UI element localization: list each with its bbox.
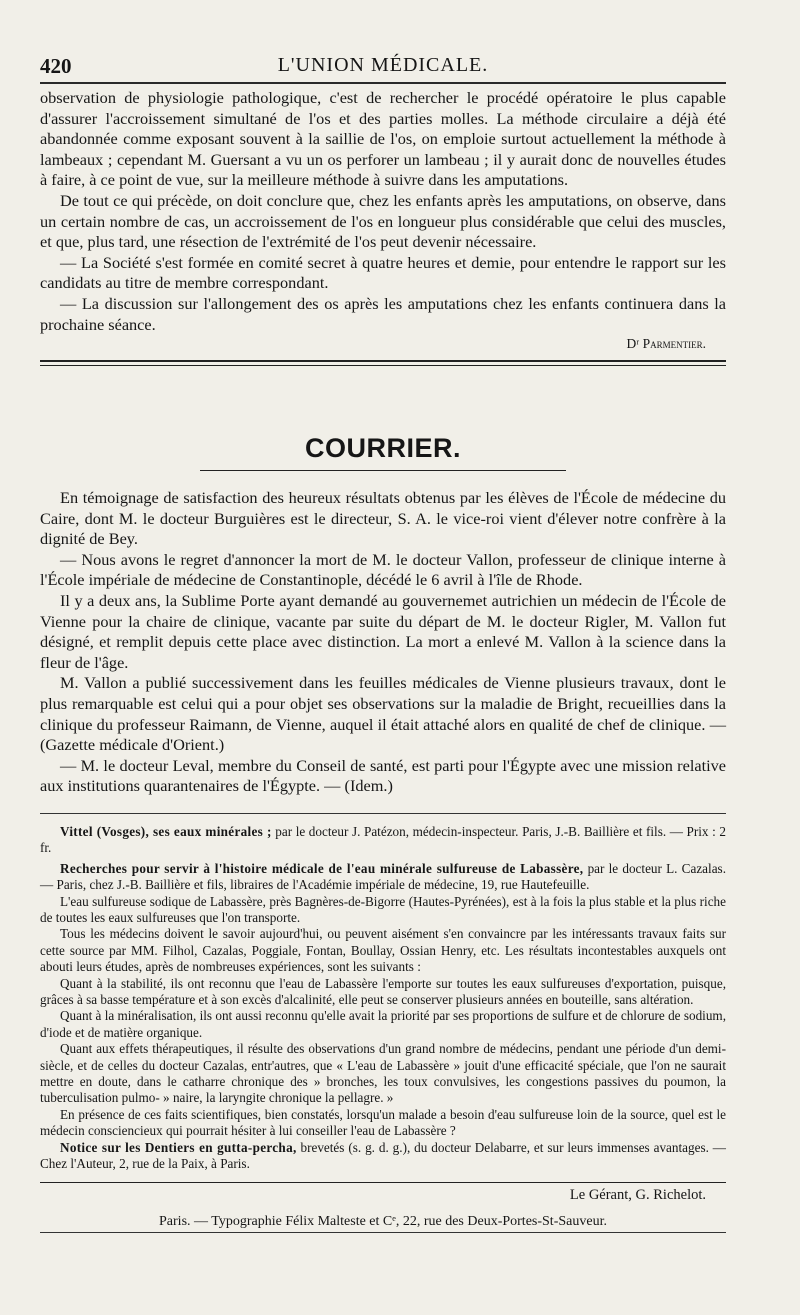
society-report — [40, 88, 726, 366]
biblio-paragraph: En présence de ces faits scientifiques, bien constatés, lorsqu'un malade a besoin d'eau sulfureuse loin de la source, quel est le médecin consciencieux qui pourrait hésiter à lui conseiller l'eau de Labassère ? — [40, 1106, 726, 1139]
gerant-signature: Le Gérant, G. Richelot. — [569, 1187, 706, 1204]
biblio-title-dentiers: Notice sur les Dentiers en gutta-percha, — [60, 1139, 297, 1155]
biblio-title-vittel: Vittel (Vosges), ses eaux minérales ; — [60, 823, 272, 839]
society-paragraph-1: observation de physiologie pathologique, c'est de rechercher le procédé opératoire le plus capable d'assurer l'accroissement simultané de l'os et des parties molles. La méthode circulaire a déjà été abandonnée comme exposant souvent à la saillie de l'os, on emploie surtout actuellement la méthode à lambeaux ; cependant M. Guersant a vu un os perforer un lambeau ; il y aurait donc de nouvelles études à faire, à ce point de vue, sur la meilleure méthode à suivre dans les amputations. — [40, 88, 726, 190]
page-header — [40, 50, 726, 84]
society-paragraph-2: De tout ce qui précède, on doit conclure que, chez les enfants après les amputations, on observe, dans un certain nombre de cas, un accroissement de l'os en longueur plus considérable que celui des muscles, et que, plus tard, une résection de l'extrémité de l'os peut devenir nécessaire. — [40, 190, 726, 252]
biblio-paragraph: L'eau sulfureuse sodique de Labassère, près Bagnères-de-Bigorre (Hautes-Pyrénées), est à la fois la plus stable et la plus riche de toutes les eaux sulfureuses que l'on transporte. — [40, 893, 726, 925]
biblio-details-vittel: par le docteur J. Patézon, médecin-inspecteur. Paris, J.-B. Baillière et fils. — Prix : 2 fr. — [40, 823, 726, 856]
title-underline — [200, 470, 566, 471]
biblio-details-dentiers: brevetés (s. g. d. g.), du docteur Delabarre, et sur leurs immenses avantages. — Chez l'Auteur, 2, rue de la Paix, à Paris. — [40, 1139, 726, 1172]
bottom-rule — [40, 1232, 726, 1233]
courrier-title: COURRIER. — [304, 433, 461, 463]
courrier-section — [40, 488, 726, 1233]
courrier-paragraph-2: — Nous avons le regret d'annoncer la mort de M. le docteur Vallon, professeur de clinique interne à l'École impériale de médecine de Constantinople, décédé le 6 avril à l'île de Rhode. — [40, 549, 726, 590]
biblio-paragraph: Quant à la stabilité, ils ont reconnu que l'eau de Labassère l'emporte sur toutes les eaux sulfureuses d'exportation, puisque, grâces à sa basse température et à son excès d'alcalinité, elle peut se conserver plusieurs années en bouteille, sans altération. — [40, 975, 726, 1007]
biblio-entry-labassere — [40, 861, 726, 894]
running-title: L'UNION MÉDICALE. — [277, 54, 489, 76]
printer-imprint: Paris. — Typographie Félix Malteste et Cᵉ, 22, rue des Deux-Portes-St-Sauveur. — [159, 1214, 607, 1230]
biblio-details-labassere: par le docteur L. Cazalas. — Paris, chez J.-B. Baillière et fils, libraires de l'Académie impériale de médecine, 19, rue Hautefeuille. — [40, 860, 726, 893]
page-number: 420 — [40, 54, 72, 78]
bibliography-divider — [40, 813, 726, 814]
courrier-paragraph-4: M. Vallon a publié successivement dans les feuilles médicales de Vienne plusieurs travaux, dont le plus remarquable est celui qui a pour objet ses observations sur la maladie de Bright, recueillies dans la clinique du professeur Raimann, de Vienne, auquel il était attaché alors en qualité de chef de clinique. — (Gazette médicale d'Orient.) — [40, 673, 726, 755]
society-paragraph-4: — La discussion sur l'allongement des os après les amputations chez les enfants continuera dans la prochaine séance. — [40, 293, 726, 334]
courrier-paragraph-5: — M. le docteur Leval, membre du Conseil de santé, est parti pour l'Égypte avec une mission relative aux institutions quarantenaires de l'Égypte. — (Idem.) — [40, 755, 726, 796]
biblio-paragraph: Tous les médecins doivent le savoir aujourd'hui, ou peuvent aisément s'en convaincre par les intéressants travaux faits sur cette source par MM. Filhol, Cazalas, Poggiale, Fontan, Boullay, Ossian Henry, etc. Les résultats incontestables auxquels ont abouti leurs études, après de nombreuses expériences, sont les suivants : — [40, 926, 726, 975]
courrier-paragraph-1: En témoignage de satisfaction des heureux résultats obtenus par les élèves de l'École de médecine du Caire, dont M. le docteur Burguières est le directeur, S. A. le vice-roi vient d'élever notre confrère à la dignité de Bey. — [40, 488, 726, 549]
author-signature: Dʳ Parmentier. — [626, 336, 706, 352]
courrier-paragraph-3: Il y a deux ans, la Sublime Porte ayant demandé au gouvernemet autrichien un médecin de l'École de Vienne pour la chaire de clinique, vacante par suite du départ de M. le docteur Rigler, M. Vallon fut désigné, et remplit depuis cette place avec distinction. La mort a enlevé M. Vallon à la science dans la fleur de l'âge. — [40, 590, 726, 672]
biblio-paragraph: Quant aux effets thérapeutiques, il résulte des observations d'un grand nombre de médecins, pendant une période d'un demi-siècle, et de celles du docteur Cazalas, entr'autres, que « L'eau de Labassère » jouit d'une efficacité spéciale, que l'on ne saurait mettre en doute, dans le catharre chronique des » bronches, les toux convulsives, les congestions passives du poumon, la tuberculisation pulmo- » naire, la laryngite chronique la pellagre. » — [40, 1041, 726, 1106]
society-paragraph-3: — La Société s'est formée en comité secret à quatre heures et demie, pour entendre le rapport sur les candidats au titre de membre correspondant. — [40, 252, 726, 293]
biblio-paragraph: Quant à la minéralisation, ils ont aussi reconnu qu'elle avait la priorité par ses proportions de sulfure et de chlorure de sodium, d'iode et de matière organique. — [40, 1008, 726, 1040]
biblio-entry-vittel — [40, 824, 726, 857]
biblio-entry-dentiers — [40, 1140, 726, 1173]
footer-divider — [40, 1182, 726, 1183]
biblio-title-labassere: Recherches pour servir à l'histoire médicale de l'eau minérale sulfureuse de Labassère, — [60, 860, 584, 876]
bibliography-section — [40, 824, 726, 1173]
section-divider — [40, 360, 726, 366]
